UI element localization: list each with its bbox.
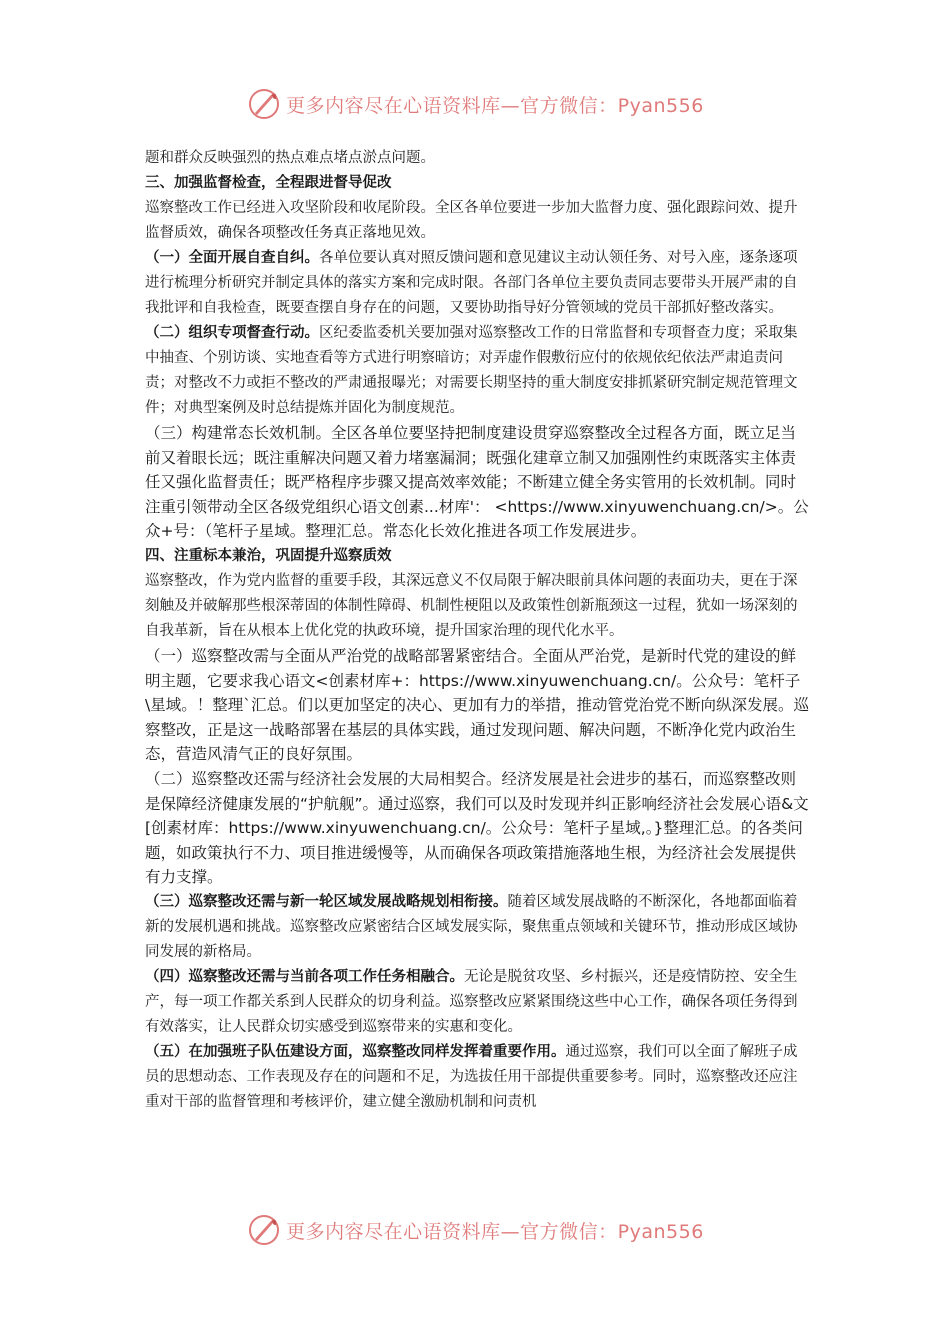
header-banner bbox=[0, 82, 950, 126]
subsection bbox=[145, 321, 809, 421]
subsection-title: （四）巡察整改还需与当前各项工作任务相融合。 bbox=[145, 968, 464, 985]
subsection-title: （三）巡察整改还需与新一轮区域发展战略规划相衔接。 bbox=[145, 893, 508, 910]
subsection bbox=[145, 246, 809, 321]
subsection bbox=[145, 965, 809, 1040]
paragraph: 巡察整改工作已经进入攻坚阶段和收尾阶段。全区各单位要进一步加大监督力度、强化跟踪问效、提升监督质效，确保各项整改任务真正落地见效。 bbox=[145, 200, 798, 241]
subsection: （一）巡察整改需与全面从严治党的战略部署紧密结合。全面从严治党，是新时代党的建设的鲜明主题，它要求我心语文<创素材库+：https://www.xinyuwenchuang.cn/。公众号：笔杆子\星域。！整理`汇总。们以更加坚定的决心、更加有力的举措，推动管党治党不断向纵深发展。巡察整改，正是这一战略部署在基层的具体实践，通过发现问题、解决问题，不断净化党内政治生态，营造风清气正的良好氛围。 bbox=[145, 646, 809, 764]
subsection bbox=[145, 890, 809, 965]
subsection-text: 通过巡察，我们可以全面了解班子成员的思想动态、工作表现及存在的问题和不足，为选拔任用干部提供重要参考。同时，巡察整改还应注重对干部的监督管理和考核评价，建立健全激励机制和问责机 bbox=[145, 1043, 798, 1110]
banner-text: 更多内容尽在心语资料库—官方微信：Pyan556 bbox=[286, 1220, 704, 1243]
section-heading: 三、加强监督检查，全程跟进督导促改 bbox=[145, 175, 392, 191]
quill-pen-icon bbox=[246, 86, 282, 122]
banner-text: 更多内容尽在心语资料库—官方微信：Pyan556 bbox=[286, 94, 704, 117]
footer-banner bbox=[0, 1208, 950, 1252]
subsection-title: （一）全面开展自查自纠。 bbox=[145, 250, 319, 266]
subsection bbox=[145, 1040, 809, 1115]
section-heading: 四、注重标本兼治，巩固提升巡察质效 bbox=[145, 547, 392, 564]
quill-pen-icon bbox=[246, 1212, 282, 1248]
subsection: （三）构建常态长效机制。全区各单位要坚持把制度建设贯穿巡察整改全过程各方面，既立足当前又着眼长远；既注重解决问题又着力堵塞漏洞；既强化建章立制又加强刚性约束既落实主体责任又强化监督责任；既严格程序步骤又提高效率效能；不断建立健全务实管用的长效机制。同时注重引领带动全区各级党组织心语文创素...材库'： <https://www.xinyuwenchuang.cn/>。公众+号：（笔杆子星域。整理汇总。常态化长效化推进各项工作发展进步。 bbox=[145, 424, 809, 541]
subsection-title: （五）在加强班子队伍建设方面，巡察整改同样发挥着重要作用。 bbox=[145, 1043, 566, 1060]
subsection-title: （二）组织专项督查行动。 bbox=[145, 325, 319, 341]
subsection-text: 区纪委监委机关要加强对巡察整改工作的日常监督和专项督查力度；采取集中抽查、个别访谈、实地查看等方式进行明察暗访；对弄虚作假敷衍应付的依规依纪依法严肃追责问责；对整改不力或拒不整改的严肃通报曝光；对需要长期坚持的重大制度安排抓紧研究制定规范管理文件；对典型案例及时总结提炼并固化为制度规范。 bbox=[145, 325, 798, 416]
subsection: （二）巡察整改还需与经济社会发展的大局相契合。经济发展是社会进步的基石，而巡察整改则是保障经济健康发展的“护航舰”。通过巡察，我们可以及时发现并纠正影响经济社会发展心语&文[创素材库：https://www.xinyuwenchuang.cn/。公众号：笔杆子星域,。}整理汇总。的各类问题，如政策执行不力、项目推进缓慢等，从而确保各项政策措施落地生根，为经济社会发展提供有力支撑。 bbox=[145, 769, 809, 887]
document-body bbox=[145, 146, 809, 1115]
paragraph: 题和群众反映强烈的热点难点堵点淤点问题。 bbox=[145, 150, 435, 166]
subsection-text: 无论是脱贫攻坚、乡村振兴，还是疫情防控、安全生产，每一项工作都关系到人民群众的切身利益。巡察整改应紧紧围绕这些中心工作，确保各项任务得到有效落实，让人民群众切实感受到巡察带来的实惠和变化。 bbox=[145, 968, 798, 1035]
paragraph: 巡察整改，作为党内监督的重要手段，其深远意义不仅局限于解决眼前具体问题的表面功夫，更在于深刻触及并破解那些根深蒂固的体制性障碍、机制性梗阻以及政策性创新瓶颈这一过程，犹如一场深刻的自我革新，旨在从根本上优化党的执政环境，提升国家治理的现代化水平。 bbox=[145, 572, 798, 639]
subsection-text: 随着区域发展战略的不断深化，各地都面临着新的发展机遇和挑战。巡察整改应紧密结合区域发展实际，聚焦重点领域和关键环节，推动形成区域协同发展的新格局。 bbox=[145, 893, 798, 960]
subsection-text: 各单位要认真对照反馈问题和意见建议主动认领任务、对号入座，逐条逐项进行梳理分析研究并制定具体的落实方案和完成时限。各部门各单位主要负责同志要带头开展严肃的自我批评和自我检查，既要查摆自身存在的问题，又要协助指导好分管领域的党员干部抓好整改落实。 bbox=[145, 250, 798, 316]
